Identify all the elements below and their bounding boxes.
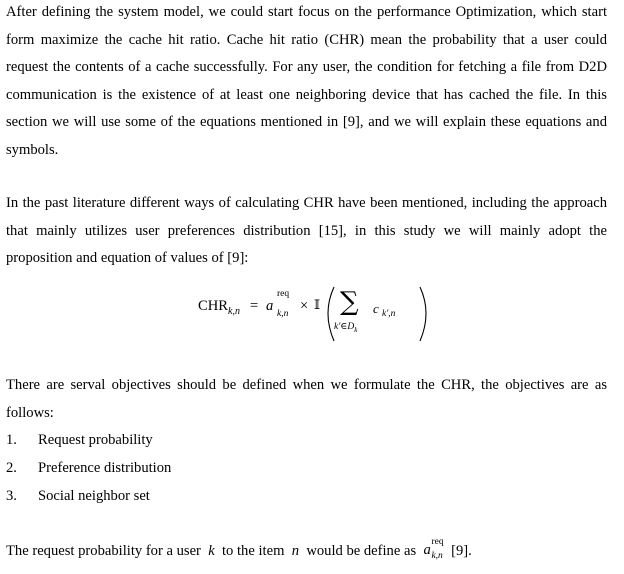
paragraph-intro: After defining the system model, we could start focus on the performance Optimization, which start form maximize the cache hit ratio. Cache hit ratio (CHR) mean the probability that a user could request the contents of a cache successfully. For any user, the condition for fetching a file from D2D communication is the existence of at least one neighboring device that has cached the file. In this section we will use some of the equations mentioned in [9], and we will explain these equations and symbols. bbox=[6, 4, 607, 158]
paragraph-request-probability: The request probability for a user k to the item n would be define as a req k,n [9]. bbox=[6, 537, 472, 561]
equation-a: a bbox=[266, 298, 274, 314]
equation-parentheses bbox=[198, 283, 438, 347]
chr-equation bbox=[198, 283, 438, 347]
equation-a-superscript: req bbox=[277, 289, 290, 299]
sum-symbol: ∑ bbox=[340, 287, 359, 317]
list-item: 3. Social neighbor set bbox=[6, 488, 150, 504]
paragraph-objectives: There are serval objectives should be defined when we formulate the CHR, the objectives are as follows: bbox=[6, 377, 607, 421]
equation-c-subscript: k′,n bbox=[382, 309, 396, 319]
equals-sign: = bbox=[250, 298, 259, 314]
inline-a-symbol: a req k,n bbox=[423, 537, 444, 561]
times-sign: × bbox=[300, 298, 309, 314]
list-item: 1. Request probability bbox=[6, 432, 153, 448]
paragraph-literature: In the past literature different ways of calculating CHR have been mentioned, including the approach that mainly utilizes user preferences distribution [15], in this study we will mainly adopt the proposition and equation of values of [9]: bbox=[6, 195, 607, 267]
equation-a-subscript: k,n bbox=[277, 309, 289, 319]
equation-lhs: $CHR_{k,n}$ bbox=[198, 298, 240, 317]
indicator-symbol: 𝕀 bbox=[314, 298, 321, 313]
equation-c: c bbox=[373, 301, 379, 316]
list-item: 2. Preference distribution bbox=[6, 460, 172, 476]
var-n: n bbox=[291, 543, 300, 559]
var-k: k bbox=[208, 543, 215, 559]
sum-subscript: $k'\in D_k$ bbox=[334, 322, 358, 334]
